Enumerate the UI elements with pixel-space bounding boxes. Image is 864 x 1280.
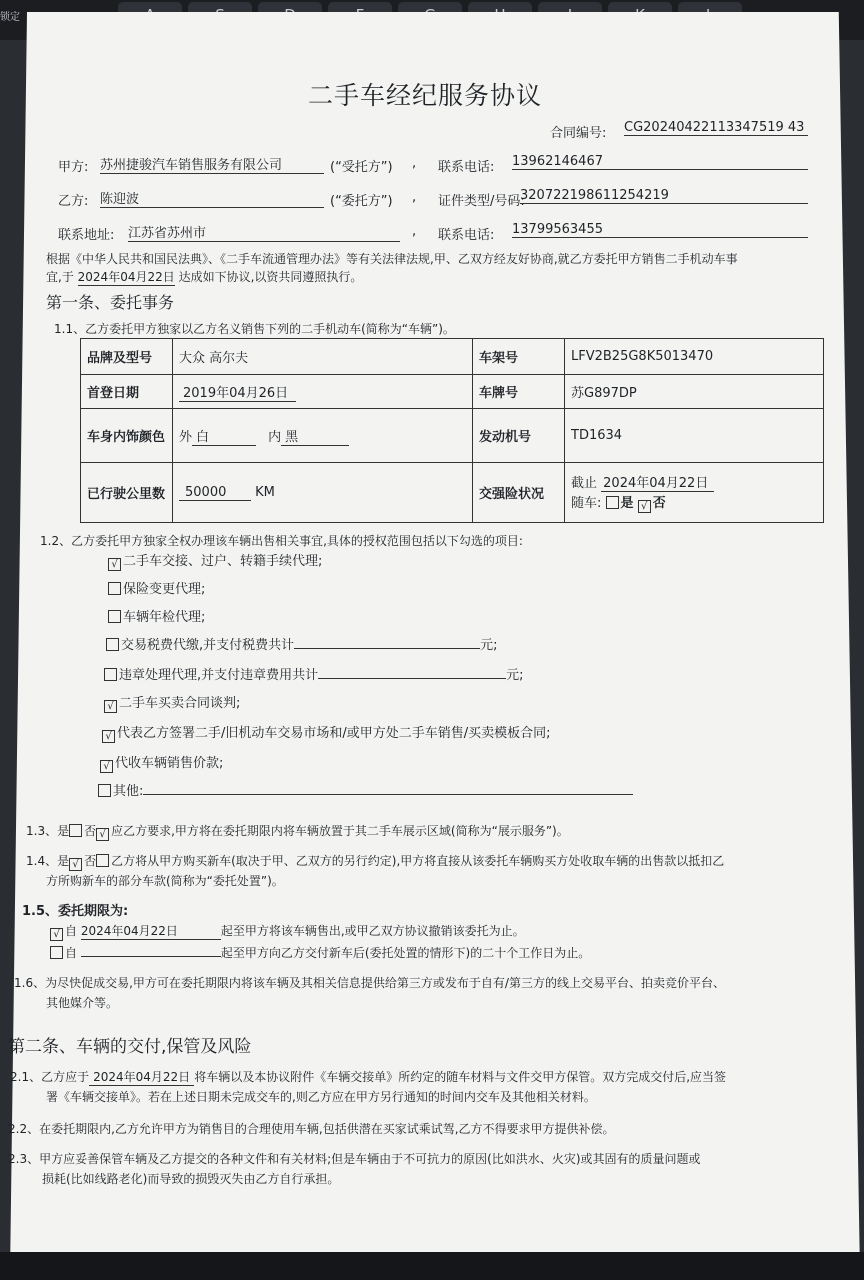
option-1: √ 二手车交接、过户、转籍手续代理; [108, 550, 322, 571]
color-cell: 外 白 内 黑 [173, 409, 473, 463]
party-a-label: 甲方: [58, 160, 89, 175]
term-option-2: 自 起至甲方向乙方交付新车后(委托处置的情形下)的二十个工作日为止。 [50, 944, 590, 961]
engine-value: TD1634 [565, 409, 824, 463]
insurance-yes-checkbox[interactable] [606, 496, 619, 509]
vin-value: LFV2B25G8K5013470 [565, 339, 824, 375]
option-7: √ 代表乙方签署二手/旧机动车交易市场和/或甲方处二手车销售/买卖模板合同; [102, 722, 551, 743]
insurance-no-checkbox[interactable]: √ [638, 500, 651, 513]
insurance-label: 交强险状况 [473, 463, 565, 523]
clause-2-1-line-2: 署《车辆交接单》。若在上述日期未完成交车的,则乙方应在甲方另行通知的时间内交车及其他相关材料。 [46, 1090, 596, 1104]
clause-1-5-heading: 1.5、委托期限为: [22, 904, 129, 919]
clause-1-6-line-2: 其他媒介等。 [46, 996, 119, 1010]
party-a-role: (“受托方”) [330, 160, 393, 175]
clause-1-3-yes-checkbox[interactable] [69, 824, 82, 837]
term-option-1: √ 自 2024年04月22日 起至甲方将该车辆售出,或甲乙双方协议撤销该委托为止。 [50, 922, 525, 941]
addr-label: 联系地址: [58, 228, 115, 243]
mileage-cell: 50000 KM [173, 463, 473, 523]
option-8-checkbox[interactable]: √ [100, 760, 113, 773]
clause-2-3: 2.3、甲方应妥善保管车辆及乙方提交的各种文件和有关材料;但是车辆由于不可抗力的原因(比如洪水、火灾)或其固有的质量问题或 [8, 1152, 701, 1166]
phone-label-b: 联系电话: [438, 228, 495, 243]
option-3-checkbox[interactable] [108, 610, 121, 623]
clause-1-1: 1.1、乙方委托甲方独家以乙方名义销售下列的二手机动车(简称为“车辆”)。 [54, 322, 455, 336]
desk-bottom [0, 1252, 864, 1280]
party-a: 苏州捷骏汽车销售服务有限公司 [100, 154, 324, 174]
clause-1-2: 1.2、乙方委托甲方独家全权办理该车辆出售相关事宜,具体的授权范围包括以下勾选的项目: [40, 534, 523, 548]
brand-value: 大众 高尔夫 [173, 339, 473, 375]
intro-date: 2024年04月22日 [77, 270, 175, 284]
option-4-checkbox[interactable] [106, 638, 119, 651]
clause-2-2: 2.2、在委托期限内,乙方允许甲方为销售目的合理使用车辆,包括供潜在买家试乘试驾,乙方不得要求甲方提供补偿。 [8, 1122, 615, 1136]
sep-1: , [412, 156, 417, 171]
phone-b: 13799563455 [512, 222, 808, 238]
clause-1-3-no-checkbox[interactable]: √ [96, 828, 109, 841]
term-1-checkbox[interactable]: √ [50, 928, 63, 941]
clause-1-4-line-2: 方所购新车的部分车款(简称为“委托处置”)。 [46, 874, 284, 888]
option-9-checkbox[interactable] [98, 784, 111, 797]
contract-no-label: 合同编号: [550, 126, 607, 141]
party-b: 陈迎波 [100, 188, 324, 208]
option-5-checkbox[interactable] [104, 668, 117, 681]
color-inside: 黑 [281, 426, 349, 446]
intro-line-1: 根据《中华人民共和国民法典》、《二手车流通管理办法》等有关法律法规,甲、乙双方经友好协商,就乙方委托甲方销售二手机动车事 [46, 252, 738, 266]
engine-label: 发动机号 [473, 409, 565, 463]
color-outside: 白 [192, 426, 256, 446]
address: 江苏省苏州市 [128, 222, 400, 242]
article-1-heading: 第一条、委托事务 [46, 293, 175, 312]
mileage-value: 50000 [179, 485, 251, 501]
option-6-checkbox[interactable]: √ [104, 700, 117, 713]
sep-2: , [412, 190, 417, 205]
reg-date-cell [173, 375, 473, 409]
vin-label: 车架号 [473, 339, 565, 375]
reg-date-value: 2019年04月26日 [179, 382, 296, 402]
clause-1-4-yes-checkbox[interactable]: √ [69, 858, 82, 871]
option-2: 保险变更代理; [108, 578, 205, 597]
intro-line-2: 宜,于 2024年04月22日 达成如下协议,以资共同遵照执行。 [46, 270, 363, 284]
insurance-cell: 截止 2024年04月22日 随车: 是 √ 否 [565, 463, 824, 523]
option-8: √ 代收车辆销售价款; [100, 752, 223, 773]
color-label: 车身内饰颜色 [81, 409, 173, 463]
option-1-checkbox[interactable]: √ [108, 558, 121, 571]
party-b-role: (“委托方”) [330, 194, 393, 209]
clause-1-6: 1.6、为尽快促成交易,甲方可在委托期限内将该车辆及其相关信息提供给第三方或发布于自有/第三方的线上交易平台、拍卖竞价平台、 [14, 976, 725, 990]
clause-2-1: 2.1、乙方应于 2024年04月22日 将车辆以及本协议附件《车辆交接单》所约定的随车材料与文件交甲方保管。双方完成交付后,应当签 [10, 1070, 727, 1084]
option-2-checkbox[interactable] [108, 582, 121, 595]
brand-label: 品牌及型号 [81, 339, 173, 375]
clause-2-3-line-2: 损耗(比如线路老化)而导致的损毁灭失由乙方自行承担。 [42, 1172, 340, 1186]
page-title: 二手车经纪服务协议 [308, 81, 543, 110]
clause-1-3: 1.3、是 否 √ 应乙方要求,甲方将在委托期限内将车辆放置于其二手车展示区域(简称为“展示服务”)。 [26, 824, 569, 840]
id-label: 证件类型/号码: [438, 194, 525, 209]
id-value: 320722198611254219 [520, 188, 808, 204]
option-4: 交易税费代缴,并支付税费共计 元; [106, 634, 498, 653]
delivery-date: 2024年04月22日 [89, 1068, 194, 1086]
term-2-checkbox[interactable] [50, 946, 63, 959]
contract-no: CG20240422113347519 43 [624, 120, 808, 136]
phone-a: 13962146467 [512, 154, 808, 170]
clause-1-4-no-checkbox[interactable] [96, 854, 109, 867]
phone-label-a: 联系电话: [438, 160, 495, 175]
vehicle-info-table [80, 338, 824, 523]
option-3: 车辆年检代理; [108, 606, 205, 625]
plate-value: 苏G897DP [565, 375, 824, 409]
option-6: √ 二手车买卖合同谈判; [104, 692, 240, 713]
mileage-label: 已行驶公里数 [81, 463, 173, 523]
corner-text: 锁定 [0, 12, 20, 23]
party-b-label: 乙方: [58, 194, 89, 209]
plate-label: 车牌号 [473, 375, 565, 409]
option-5: 违章处理代理,并支付违章费用共计 元; [104, 664, 524, 683]
reg-date-label: 首登日期 [81, 375, 173, 409]
clause-1-4: 1.4、是 √ 否 乙方将从甲方购买新车(取决于甲、乙双方的另行约定),甲方将直接从该委托车辆购买方处收取车辆的出售款以抵扣乙 [26, 854, 725, 870]
article-2-heading: 第二条、车辆的交付,保管及风险 [8, 1037, 252, 1057]
option-9: 其他: [98, 780, 633, 799]
sep-3: , [412, 224, 417, 239]
term-start-date: 2024年04月22日 [81, 922, 221, 940]
insurance-until: 2024年04月22日 [601, 472, 714, 492]
option-7-checkbox[interactable]: √ [102, 730, 115, 743]
